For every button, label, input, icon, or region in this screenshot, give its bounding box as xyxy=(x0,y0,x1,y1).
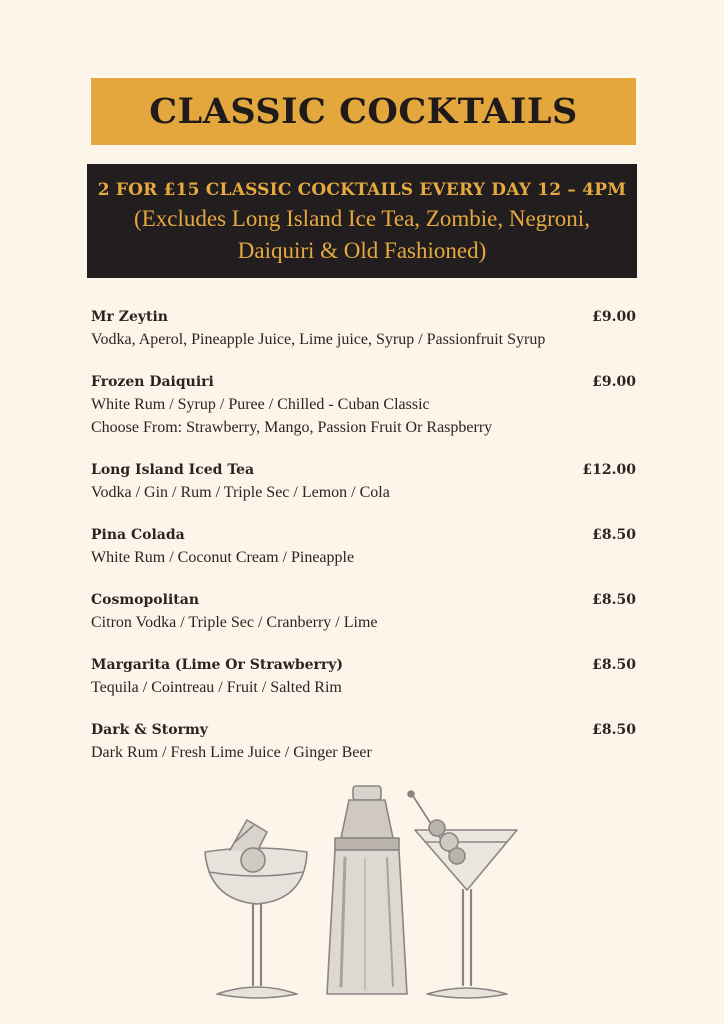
item-description: Dark Rum / Fresh Lime Juice / Ginger Beer xyxy=(91,744,372,761)
item-price: £8.50 xyxy=(592,657,636,673)
item-name: Mr Zeytin xyxy=(91,309,168,325)
promo-excludes-line-2: Daiquiri & Old Fashioned) xyxy=(237,238,487,263)
menu-item xyxy=(91,719,636,764)
martini-glass-icon xyxy=(408,791,517,998)
item-name: Margarita (Lime Or Strawberry) xyxy=(91,657,344,673)
promo-excludes-line-1: (Excludes Long Island Ice Tea, Zombie, Negroni, xyxy=(134,206,590,231)
menu-item xyxy=(91,371,636,439)
item-price: £9.00 xyxy=(592,374,636,390)
item-description: Citron Vodka / Triple Sec / Cranberry / Lime xyxy=(91,614,378,631)
cocktail-illustration xyxy=(195,780,525,1005)
item-name: Dark & Stormy xyxy=(91,722,208,738)
item-name: Pina Colada xyxy=(91,527,185,543)
menu-item xyxy=(91,589,636,634)
coupe-glass-icon xyxy=(205,820,307,998)
item-price: £8.50 xyxy=(592,592,636,608)
menu-item xyxy=(91,524,636,569)
title-banner xyxy=(91,78,636,145)
menu-item xyxy=(91,654,636,699)
item-description: Vodka, Aperol, Pineapple Juice, Lime juice, Syrup / Passionfruit Syrup xyxy=(91,331,546,348)
cocktail-list xyxy=(91,306,636,784)
item-description: White Rum / Syrup / Puree / Chilled - Cuban Classic xyxy=(91,396,430,413)
item-name: Long Island Iced Tea xyxy=(91,462,255,478)
promo-box xyxy=(87,164,637,278)
item-name: Frozen Daiquiri xyxy=(91,374,214,390)
item-price: £9.00 xyxy=(592,309,636,325)
menu-item xyxy=(91,306,636,351)
cocktail-shaker-icon xyxy=(327,786,407,994)
promo-headline: 2 FOR £15 CLASSIC COCKTAILS EVERY DAY 12 – 4PM xyxy=(97,180,627,200)
item-price: £8.50 xyxy=(592,722,636,738)
item-price: £12.00 xyxy=(582,462,636,478)
item-description: White Rum / Coconut Cream / Pineapple xyxy=(91,549,355,566)
page-title: CLASSIC COCKTAILS xyxy=(149,91,578,132)
item-description: Tequila / Cointreau / Fruit / Salted Rim xyxy=(91,679,342,696)
item-price: £8.50 xyxy=(592,527,636,543)
item-description: Choose From: Strawberry, Mango, Passion Fruit Or Raspberry xyxy=(91,419,493,436)
item-name: Cosmopolitan xyxy=(91,592,199,608)
menu-item xyxy=(91,459,636,504)
item-description: Vodka / Gin / Rum / Triple Sec / Lemon / Cola xyxy=(91,484,390,501)
